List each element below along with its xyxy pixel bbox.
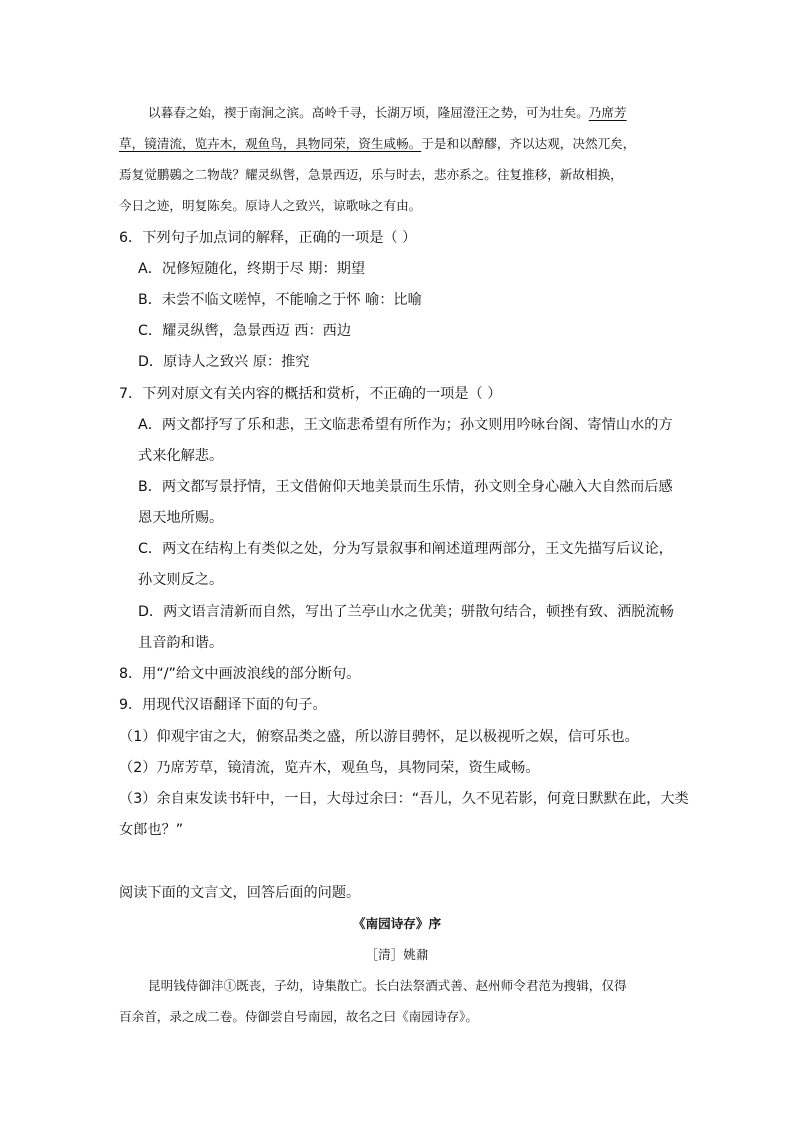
question-9-sentence-3-line-2: 女郎也？” [119, 822, 184, 838]
passage-line-2 [119, 134, 635, 154]
passage-line-1 [148, 103, 627, 123]
question-7-option-a-line-1: A．两文都抒写了乐和悲，王文临悲希望有所作为；孙文则用吟咏台阁、寄情山水的方 [138, 417, 673, 433]
question-6-stem: 6．下列句子加点词的解释，正确的一项是（ ） [119, 230, 417, 246]
question-9-sentence-3-line-1: （3）余自束发读书轩中，一日，大母过余曰：“吾儿，久不见若影，何竟日默默在此，大类 [119, 791, 689, 807]
question-6-option-d: D．原诗人之致兴 原：推究 [138, 354, 310, 370]
reading-title: 《南园诗存》序 [352, 916, 442, 931]
question-9-stem: 9．用现代汉语翻译下面的句子。 [119, 697, 327, 713]
wavy-underlined-text: 乃席芳 [588, 105, 627, 120]
passage-line-3: 焉复觉鹏鷃之二物哉？耀灵纵辔，急景西迈，乐与时去，悲亦系之。往复推移，新故相换， [119, 167, 623, 182]
question-7-option-d-line-2: 且音韵和谐。 [138, 635, 224, 651]
passage-line-2-text: 于是和以醇醪，齐以达观，决然兀矣， [421, 136, 636, 151]
reading-author: ［清］姚鼐 [365, 947, 429, 962]
question-7-stem: 7．下列对原文有关内容的概括和赏析，不正确的一项是（ ） [119, 386, 502, 402]
passage-line-4: 今日之迹，明复陈矣。原诗人之致兴，谅歌咏之有由。 [119, 198, 422, 213]
question-8-stem: 8．用“/”给文中画波浪线的部分断句。 [119, 666, 361, 682]
question-9-sentence-2: （2）乃席芳草，镜清流，览卉木，观鱼鸟，具物同荣，资生咸畅。 [119, 760, 540, 776]
question-7-option-c-line-2: 孙文则反之。 [138, 572, 224, 588]
reading-instruction: 阅读下面的文言文，回答后面的问题。 [119, 885, 361, 901]
question-9-sentence-1: （1）仰观宇宙之大，俯察品类之盛，所以游目骋怀，足以极视听之娱，信可乐也。 [119, 729, 639, 745]
question-7-option-a-line-2: 式来化解悲。 [138, 448, 224, 464]
reading-body-line-2: 百余首，录之成二卷。侍御尝自号南园，故名之曰《南园诗存》。 [119, 1009, 478, 1024]
question-7-option-b-line-2: 恩天地所赐。 [138, 510, 224, 526]
question-6-option-b: B．未尝不临文嗟悼，不能喻之于怀 喻：比喻 [138, 292, 422, 308]
question-6-option-a: A．况修短随化，终期于尽 期：期望 [138, 261, 366, 277]
question-7-option-d-line-1: D．两文语言清新而自然，写出了兰亭山水之优美；骈散句结合，顿挫有致、洒脱流畅 [138, 604, 674, 620]
question-7-option-b-line-1: B．两文都写景抒情，王文借俯仰天地美景而生乐情，孙文则全身心融入大自然而后感 [138, 479, 673, 495]
wavy-underlined-text: 草，镜清流，览卉木，观鱼鸟，具物同荣，资生咸畅。 [119, 136, 422, 151]
passage-line-1-text: 以暮春之始，禊于南涧之滨。高岭千寻，长湖万顷，隆屈澄汪之势，可为壮矣。 [148, 105, 589, 120]
reading-body-line-1: 昆明钱侍御沣①既丧，子幼，诗集散亡。长白法祭酒式善、赵州师令君范为搜辑，仅得 [148, 978, 627, 993]
question-7-option-c-line-1: C．两文在结构上有类似之处，分为写景叙事和阐述道理两部分，王文先描写后议论， [138, 541, 673, 557]
question-6-option-c: C．耀灵纵辔，急景西迈 西：西边 [138, 323, 352, 339]
